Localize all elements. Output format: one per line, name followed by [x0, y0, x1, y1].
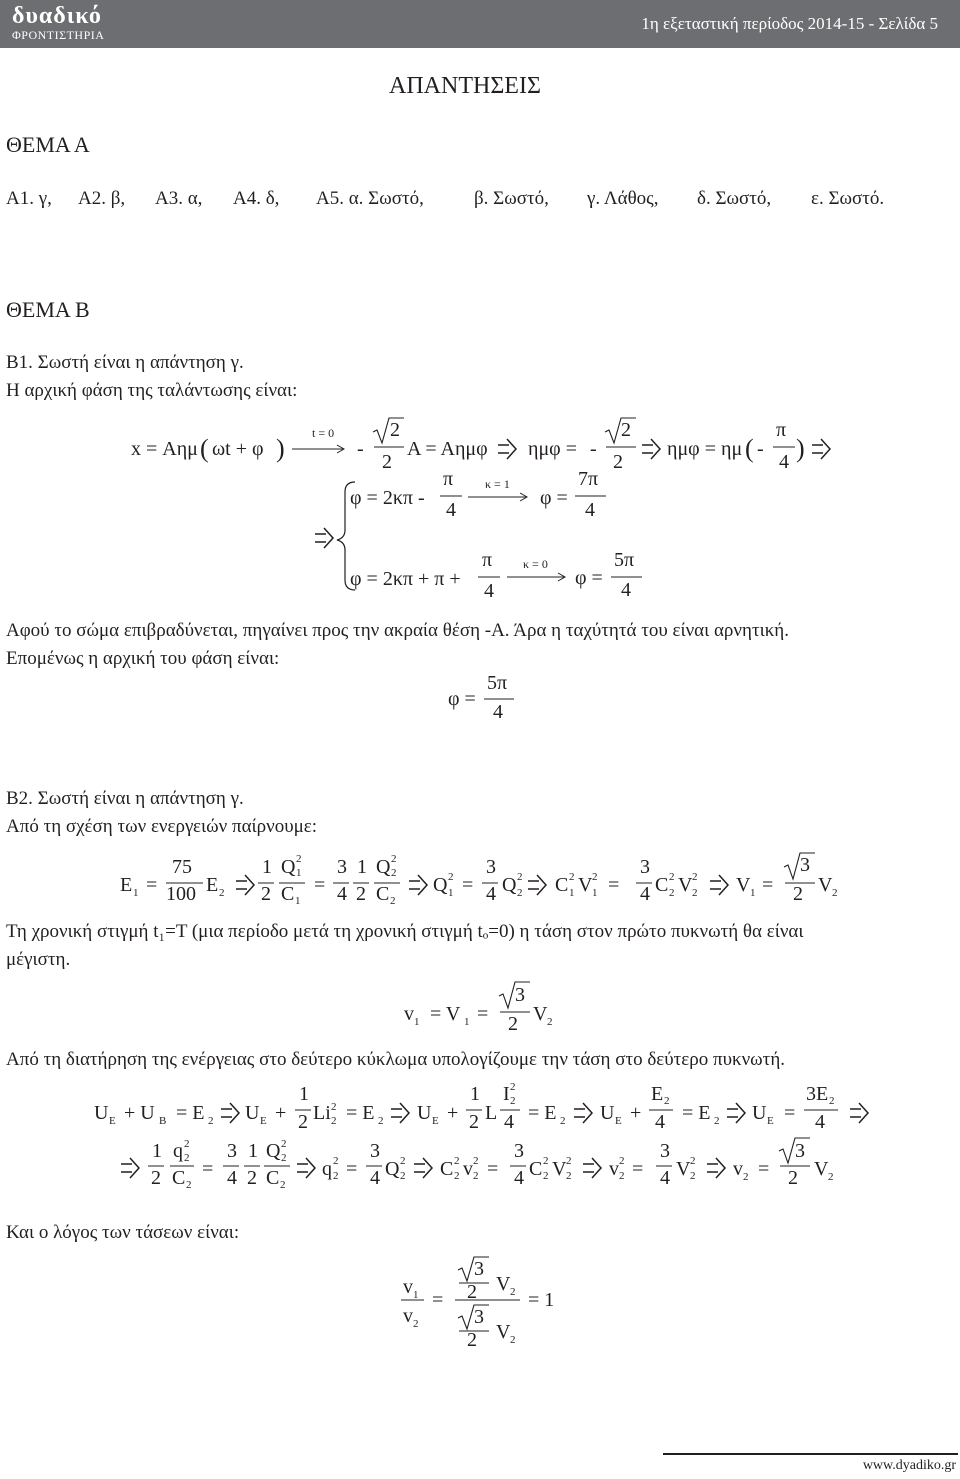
svg-text:+ U: + U [124, 1102, 155, 1124]
svg-text:C: C [172, 1167, 186, 1189]
svg-text:+: + [447, 1102, 459, 1124]
svg-text:2: 2 [793, 883, 803, 905]
svg-text:2: 2 [510, 1081, 516, 1093]
svg-text:ημφ =: ημφ = [528, 438, 578, 460]
svg-text:φ =: φ = [540, 487, 568, 509]
svg-text:2: 2 [669, 871, 675, 883]
svg-text:V: V [818, 874, 833, 896]
svg-text:2: 2 [664, 1095, 670, 1107]
svg-text:E: E [109, 1115, 116, 1127]
svg-text:3: 3 [514, 1140, 524, 1162]
svg-text:2: 2 [280, 1179, 286, 1191]
answer-a1: Α1. γ, [6, 188, 52, 209]
svg-text:3: 3 [370, 1140, 380, 1162]
svg-text:=: = [487, 1158, 499, 1180]
svg-text:1: 1 [248, 1140, 258, 1162]
svg-text:2: 2 [208, 1115, 214, 1127]
svg-text:2: 2 [391, 853, 397, 865]
equation-voltage-v2 [121, 1138, 834, 1191]
svg-text:4: 4 [504, 1111, 514, 1133]
svg-text:2: 2 [219, 887, 225, 899]
svg-text:2: 2 [543, 1155, 549, 1167]
b2-text-3: Από τη διατήρηση της ενέργειας στο δεύτερο κύκλωμα υπολογίζουμε την τάση στο δεύτερο πυκνωτή. [6, 1049, 785, 1070]
svg-text:2: 2 [473, 1170, 479, 1182]
svg-text:4: 4 [660, 1167, 670, 1189]
svg-text:4: 4 [486, 883, 496, 905]
svg-text:+: + [275, 1102, 287, 1124]
svg-text:3: 3 [515, 984, 525, 1006]
svg-text:2: 2 [331, 1101, 337, 1113]
svg-text:φ = 2κπ + π +: φ = 2κπ + π + [350, 568, 461, 590]
svg-text:1: 1 [592, 887, 598, 899]
svg-text:2: 2 [547, 1016, 553, 1028]
svg-text:V: V [496, 1321, 511, 1343]
svg-text:L: L [485, 1102, 498, 1124]
svg-text:4: 4 [514, 1167, 524, 1189]
svg-text:2: 2 [467, 1329, 477, 1351]
svg-text:1: 1 [262, 856, 272, 878]
svg-text:2: 2 [281, 1152, 287, 1164]
svg-text:2: 2 [261, 883, 271, 905]
equation-voltage-ratio [401, 1257, 554, 1351]
footer-url: www.dyadiko.gr [862, 1458, 956, 1473]
svg-text:2: 2 [378, 1115, 384, 1127]
svg-text:v: v [403, 1305, 413, 1327]
svg-text:2: 2 [298, 1111, 308, 1133]
svg-text:2: 2 [331, 1115, 337, 1127]
svg-text:V: V [736, 874, 751, 896]
svg-text:2: 2 [692, 887, 698, 899]
svg-text:3: 3 [800, 854, 810, 876]
svg-text:1: 1 [357, 856, 367, 878]
equation-energy-relation [120, 853, 838, 907]
svg-text:3: 3 [486, 856, 496, 878]
svg-text:2: 2 [473, 1155, 479, 1167]
svg-text:2: 2 [566, 1155, 572, 1167]
svg-text:2: 2 [448, 871, 454, 883]
svg-text:=: = [314, 874, 326, 896]
svg-text:v: v [733, 1158, 743, 1180]
svg-text:C: C [281, 883, 295, 905]
svg-text:=: = [477, 1003, 489, 1025]
svg-text:4: 4 [779, 451, 789, 473]
svg-text:=: = [346, 1158, 358, 1180]
svg-text:2: 2 [454, 1170, 460, 1182]
svg-text:E: E [120, 874, 133, 896]
svg-text:-: - [590, 438, 597, 460]
svg-text:2: 2 [828, 1171, 834, 1183]
theme-a-heading: ΘΕΜΑ Α [6, 132, 90, 157]
svg-text:Q: Q [376, 856, 391, 878]
svg-text:V: V [533, 1003, 548, 1025]
svg-text:q: q [322, 1158, 332, 1180]
svg-text:2: 2 [510, 1095, 516, 1107]
svg-text:2: 2 [714, 1115, 720, 1127]
answer-a5-c: γ. Λάθος, [587, 188, 659, 209]
b1-text-1: Αφού το σώμα επιβραδύνεται, πηγαίνει προς την ακραία θέση -Α. Άρα η ταχύτητά του είναι αρνητική. [6, 620, 789, 641]
svg-text:U: U [417, 1102, 432, 1124]
svg-text:2: 2 [669, 887, 675, 899]
footer-divider [663, 1453, 958, 1455]
svg-text:2: 2 [333, 1155, 339, 1167]
b2-intro: Από τη σχέση των ενεργειών παίρνουμε: [6, 816, 318, 837]
svg-text:C: C [376, 883, 390, 905]
answer-a3: Α3. α, [155, 188, 203, 209]
b2-text-2: μέγιστη. [6, 949, 71, 970]
svg-text:2: 2 [692, 871, 698, 883]
svg-text:Q: Q [433, 874, 448, 896]
svg-text:Q: Q [385, 1158, 400, 1180]
svg-text:V: V [814, 1158, 829, 1180]
svg-text:4: 4 [337, 883, 347, 905]
svg-text:2: 2 [390, 895, 396, 907]
svg-text:+: + [630, 1102, 642, 1124]
svg-text:3: 3 [337, 856, 347, 878]
svg-text:Q: Q [266, 1140, 281, 1162]
svg-text:2: 2 [247, 1167, 257, 1189]
b2-answer: Β2. Σωστή είναι η απάντηση γ. [6, 788, 244, 809]
svg-text:3: 3 [795, 1140, 805, 1162]
svg-text:κ = 1: κ = 1 [485, 477, 510, 491]
svg-text:=: = [762, 874, 774, 896]
svg-text:1: 1 [299, 1083, 309, 1105]
svg-text:t = 0: t = 0 [312, 426, 335, 440]
svg-text:E: E [651, 1083, 664, 1105]
svg-text:ημφ = ημ: ημφ = ημ [667, 438, 743, 460]
page-title: ΑΠΑΝΤΗΣΕΙΣ [389, 73, 541, 99]
svg-text:1: 1 [152, 1140, 162, 1162]
svg-text:3: 3 [640, 856, 650, 878]
svg-text:): ) [796, 434, 805, 463]
svg-text:1: 1 [464, 1016, 470, 1028]
svg-text:2: 2 [382, 451, 392, 473]
equation-initial-phase [448, 672, 514, 723]
b2-text-1: Τη χρονική στιγμή t₁=T (μια περίοδο μετά τη χρονική στιγμή tₒ=0) η τάση στον πρώτο πυκνωτή θα είναι [6, 921, 804, 942]
svg-text:2: 2 [186, 1179, 192, 1191]
svg-text:2: 2 [690, 1170, 696, 1182]
svg-text:=: = [784, 1102, 796, 1124]
svg-text:2: 2 [184, 1138, 190, 1150]
svg-text:4: 4 [446, 499, 456, 521]
svg-text:I: I [503, 1083, 510, 1105]
equation-phase-derivation [131, 418, 830, 602]
svg-text:=: = [146, 874, 158, 896]
svg-text:2: 2 [510, 1334, 516, 1346]
svg-text:= E: = E [528, 1102, 557, 1124]
svg-text:2: 2 [281, 1138, 287, 1150]
svg-text:π: π [482, 549, 493, 571]
svg-text:2: 2 [832, 887, 838, 899]
svg-text:= V: = V [430, 1003, 461, 1025]
svg-text:2: 2 [508, 1013, 518, 1035]
svg-text:2: 2 [151, 1167, 161, 1189]
svg-text:4: 4 [655, 1111, 665, 1133]
b1-text-2: Επομένως η αρχική του φάση είναι: [6, 648, 280, 669]
svg-text:2: 2 [510, 1286, 516, 1298]
svg-text:π: π [776, 419, 787, 441]
svg-text:2: 2 [400, 1170, 406, 1182]
svg-text:3: 3 [474, 1258, 484, 1280]
svg-text:V: V [678, 874, 693, 896]
b1-intro: Η αρχική φάση της ταλάντωσης είναι: [6, 380, 298, 401]
svg-text:75: 75 [172, 856, 192, 878]
svg-text:4: 4 [815, 1111, 825, 1133]
svg-text:3E: 3E [806, 1083, 829, 1105]
svg-text:4: 4 [227, 1167, 237, 1189]
equation-voltage-v1 [404, 982, 553, 1035]
svg-text:3: 3 [227, 1140, 237, 1162]
svg-text:x = Αημ: x = Αημ [131, 438, 198, 460]
svg-text:v: v [609, 1158, 619, 1180]
svg-text:v: v [463, 1158, 473, 1180]
svg-text:): ) [276, 434, 285, 463]
svg-text:C: C [266, 1167, 280, 1189]
svg-text:= E: = E [682, 1102, 711, 1124]
svg-text:C: C [555, 874, 569, 896]
svg-text:=: = [632, 1158, 644, 1180]
svg-text:E: E [260, 1115, 267, 1127]
equation-energy-conservation [94, 1081, 868, 1133]
svg-text:=: = [462, 874, 474, 896]
svg-text:4: 4 [484, 580, 494, 602]
svg-text:1: 1 [470, 1083, 480, 1105]
svg-text:1: 1 [295, 895, 301, 907]
svg-text:v: v [403, 1276, 413, 1298]
svg-text:(: ( [200, 434, 209, 463]
svg-text:4: 4 [493, 701, 503, 723]
svg-text:= 1: = 1 [528, 1289, 555, 1311]
svg-text:100: 100 [166, 883, 196, 905]
theme-b-heading: ΘΕΜΑ Β [6, 297, 90, 322]
svg-text:1: 1 [296, 867, 302, 879]
answer-a5-b: β. Σωστό, [474, 188, 549, 209]
svg-text:4: 4 [621, 579, 631, 601]
svg-text:2: 2 [621, 419, 631, 441]
svg-text:2: 2 [560, 1115, 566, 1127]
svg-text:-: - [757, 438, 764, 460]
svg-text:5π: 5π [614, 549, 635, 571]
svg-text:1: 1 [569, 887, 575, 899]
svg-text:7π: 7π [578, 468, 599, 490]
svg-text:V: V [552, 1158, 567, 1180]
svg-text:2: 2 [469, 1111, 479, 1133]
svg-text:2: 2 [743, 1171, 749, 1183]
svg-text:2: 2 [390, 419, 400, 441]
svg-text:2: 2 [543, 1170, 549, 1182]
answer-a5-d: δ. Σωστό, [697, 188, 772, 209]
svg-text:U: U [752, 1102, 767, 1124]
svg-text:C: C [655, 874, 669, 896]
svg-text:2: 2 [566, 1170, 572, 1182]
svg-text:q: q [173, 1140, 183, 1162]
svg-text:1: 1 [448, 887, 454, 899]
svg-text:V: V [496, 1273, 511, 1295]
svg-text:E: E [767, 1115, 774, 1127]
svg-text:2: 2 [296, 853, 302, 865]
svg-text:2: 2 [619, 1170, 625, 1182]
svg-text:U: U [94, 1102, 109, 1124]
svg-text:φ =: φ = [575, 567, 603, 589]
svg-text:=: = [432, 1289, 444, 1311]
svg-text:E: E [206, 874, 219, 896]
svg-text:2: 2 [184, 1152, 190, 1164]
svg-text:4: 4 [370, 1167, 380, 1189]
svg-text:2: 2 [391, 867, 397, 879]
svg-text:E: E [432, 1115, 439, 1127]
svg-text:ωt + φ: ωt + φ [212, 438, 264, 460]
svg-text:2: 2 [517, 887, 523, 899]
svg-text:Q: Q [502, 874, 517, 896]
header-info: 1η εξεταστική περίοδος 2014-15 - Σελίδα 5 [641, 14, 938, 33]
svg-text:v: v [404, 1003, 414, 1025]
svg-text:C: C [440, 1158, 454, 1180]
logo-main: δυαδικό [12, 3, 102, 29]
svg-text:2: 2 [569, 871, 575, 883]
svg-text:2: 2 [788, 1167, 798, 1189]
svg-text:2: 2 [333, 1170, 339, 1182]
svg-text:E: E [615, 1115, 622, 1127]
svg-text:2: 2 [592, 871, 598, 883]
svg-text:2: 2 [613, 451, 623, 473]
answer-a5-e: ε. Σωστό. [811, 188, 885, 209]
svg-text:2: 2 [829, 1095, 835, 1107]
svg-text:3: 3 [474, 1306, 484, 1328]
svg-text:φ =: φ = [448, 688, 476, 710]
svg-text:5π: 5π [487, 672, 508, 694]
logo-sub: ΦΡΟΝΤΙΣΤΗΡΙΑ [12, 28, 105, 42]
svg-text:(: ( [745, 434, 754, 463]
svg-text:κ = 0: κ = 0 [523, 557, 548, 571]
svg-text:π: π [443, 468, 454, 490]
svg-text:Q: Q [281, 856, 296, 878]
svg-text:4: 4 [585, 499, 595, 521]
svg-text:-: - [357, 438, 364, 460]
b2-text-4: Και ο λόγος των τάσεων είναι: [6, 1222, 240, 1243]
svg-text:= E: = E [176, 1102, 205, 1124]
svg-text:2: 2 [467, 1281, 477, 1303]
svg-text:2: 2 [454, 1155, 460, 1167]
svg-text:=: = [202, 1158, 214, 1180]
svg-text:Α = Αημφ: Α = Αημφ [407, 438, 488, 460]
svg-text:U: U [245, 1102, 260, 1124]
b1-answer: Β1. Σωστή είναι η απάντηση γ. [6, 352, 244, 373]
svg-text:C: C [529, 1158, 543, 1180]
svg-text:B: B [159, 1115, 167, 1127]
svg-text:2: 2 [690, 1155, 696, 1167]
svg-text:2: 2 [619, 1155, 625, 1167]
answer-a5: Α5. α. Σωστό, [316, 188, 424, 209]
svg-text:1: 1 [133, 887, 139, 899]
svg-text:1: 1 [414, 1016, 420, 1028]
svg-text:2: 2 [400, 1155, 406, 1167]
answer-a2: Α2. β, [78, 188, 126, 209]
svg-text:2: 2 [517, 871, 523, 883]
svg-text:1: 1 [750, 887, 756, 899]
svg-text:=: = [758, 1158, 770, 1180]
svg-text:φ = 2κπ -: φ = 2κπ - [350, 487, 425, 509]
svg-text:Li: Li [313, 1102, 331, 1124]
svg-text:4: 4 [640, 883, 650, 905]
svg-text:U: U [600, 1102, 615, 1124]
svg-text:V: V [578, 874, 593, 896]
svg-text:= E: = E [346, 1102, 375, 1124]
svg-text:2: 2 [413, 1318, 419, 1330]
svg-text:3: 3 [660, 1140, 670, 1162]
answer-a4: Α4. δ, [233, 188, 280, 209]
svg-text:2: 2 [356, 883, 366, 905]
svg-text:1: 1 [413, 1289, 419, 1301]
svg-text:V: V [676, 1158, 691, 1180]
svg-text:=: = [608, 874, 620, 896]
